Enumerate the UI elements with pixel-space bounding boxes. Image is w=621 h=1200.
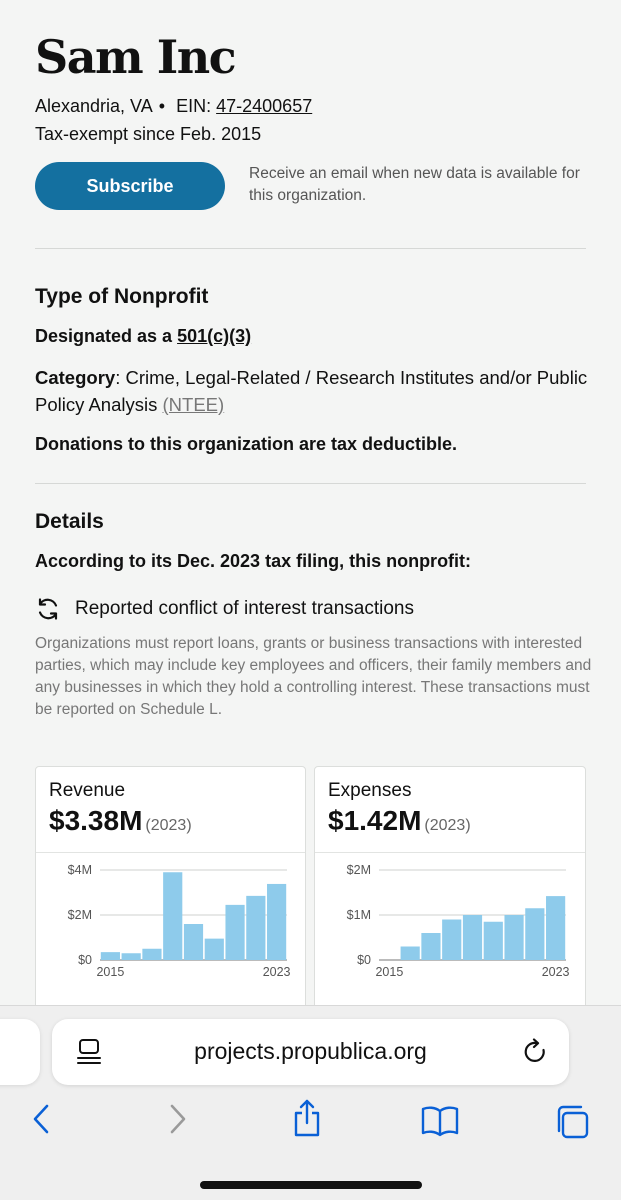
y-tick-label: $2M xyxy=(67,908,92,922)
y-tick-label: $4M xyxy=(67,863,92,877)
bar-2020 xyxy=(484,922,503,960)
address-bar[interactable] xyxy=(52,1019,569,1085)
bar-2020 xyxy=(205,939,224,960)
forward-icon[interactable] xyxy=(165,1103,189,1135)
bar-2021 xyxy=(225,905,244,960)
bar-2018 xyxy=(442,920,461,961)
revenue-card[interactable] xyxy=(35,766,306,1016)
expenses-amount: $1.42M xyxy=(328,805,422,836)
bullet-separator: • xyxy=(158,96,166,116)
details-heading: Details xyxy=(35,510,104,533)
bar-2023 xyxy=(267,884,286,960)
type-of-nonprofit-heading: Type of Nonprofit xyxy=(35,285,209,308)
ein-link[interactable]: 47-2400657 xyxy=(216,96,313,116)
bar-2022 xyxy=(525,908,544,960)
tax-deductible-note: Donations to this organization are tax deductible. xyxy=(35,434,458,454)
bar-2019 xyxy=(184,924,203,960)
category-label: Category xyxy=(35,367,116,388)
bar-2023 xyxy=(546,896,565,960)
conflict-title: Reported conflict of interest transactions xyxy=(75,598,415,619)
subscribe-note: Receive an email when new data is available for this organization. xyxy=(249,165,580,204)
designation-line xyxy=(35,326,251,347)
expenses-card[interactable] xyxy=(314,766,586,1016)
tabs-icon[interactable] xyxy=(554,1104,590,1140)
revenue-chart xyxy=(36,853,305,993)
designation-link[interactable]: 501(c)(3) xyxy=(177,326,252,346)
y-tick-label: $2M xyxy=(346,863,371,877)
x-tick-label: 2023 xyxy=(541,965,570,979)
y-tick-label: $0 xyxy=(78,953,92,967)
revenue-value xyxy=(49,805,192,837)
previous-tab-card[interactable] xyxy=(0,1019,40,1085)
divider xyxy=(35,248,586,249)
x-tick-label: 2015 xyxy=(375,965,404,979)
category xyxy=(35,364,595,418)
bar-2016 xyxy=(122,953,141,960)
expenses-value xyxy=(328,805,471,837)
bar-2021 xyxy=(504,915,523,960)
share-icon[interactable] xyxy=(292,1098,322,1138)
bar-2018 xyxy=(163,872,182,960)
org-meta xyxy=(35,96,312,117)
tax-exempt-since: Tax-exempt since Feb. 2015 xyxy=(35,124,262,144)
designation-prefix: Designated as a xyxy=(35,326,173,346)
expenses-label: Expenses xyxy=(328,780,412,801)
bar-2015 xyxy=(101,952,120,960)
x-tick-label: 2015 xyxy=(96,965,125,979)
conflict-description: Organizations must report loans, grants or business transactions with interested parties, which may include key employees and officers, their family members and any businesses in which they hold a controlling interest. These transactions must be reported on Schedule L. xyxy=(35,635,592,718)
revenue-year: (2023) xyxy=(145,817,192,834)
refresh-cycle-icon xyxy=(35,596,61,622)
org-location: Alexandria, VA xyxy=(35,96,152,116)
browser-toolbar xyxy=(0,1005,621,1200)
bookmarks-icon[interactable] xyxy=(421,1105,459,1137)
divider xyxy=(35,483,586,484)
ein-label: EIN: xyxy=(176,96,212,116)
ntee-link[interactable]: (NTEE) xyxy=(162,394,225,415)
reload-icon[interactable] xyxy=(523,1038,549,1066)
bar-2017 xyxy=(421,933,440,960)
bar-2016 xyxy=(401,947,420,961)
expenses-chart xyxy=(315,853,585,993)
conflict-of-interest-row xyxy=(35,596,414,622)
y-tick-label: $0 xyxy=(357,953,371,967)
home-indicator[interactable] xyxy=(200,1181,422,1189)
y-tick-label: $1M xyxy=(346,908,371,922)
back-icon[interactable] xyxy=(30,1103,54,1135)
bar-2017 xyxy=(142,949,161,960)
filing-note: According to its Dec. 2023 tax filing, this nonprofit: xyxy=(35,551,472,571)
category-text: : Crime, Legal-Related / Research Institutes and/or Public Policy Analysis xyxy=(35,367,588,415)
subscribe-button[interactable]: Subscribe xyxy=(35,162,225,210)
bar-2019 xyxy=(463,915,482,960)
url-text: projects.propublica.org xyxy=(194,1038,427,1064)
expenses-year: (2023) xyxy=(424,817,471,834)
x-tick-label: 2023 xyxy=(262,965,291,979)
revenue-amount: $3.38M xyxy=(49,805,143,836)
revenue-label: Revenue xyxy=(49,780,126,801)
org-name: Sam Inc xyxy=(35,30,236,84)
bar-2022 xyxy=(246,896,265,960)
